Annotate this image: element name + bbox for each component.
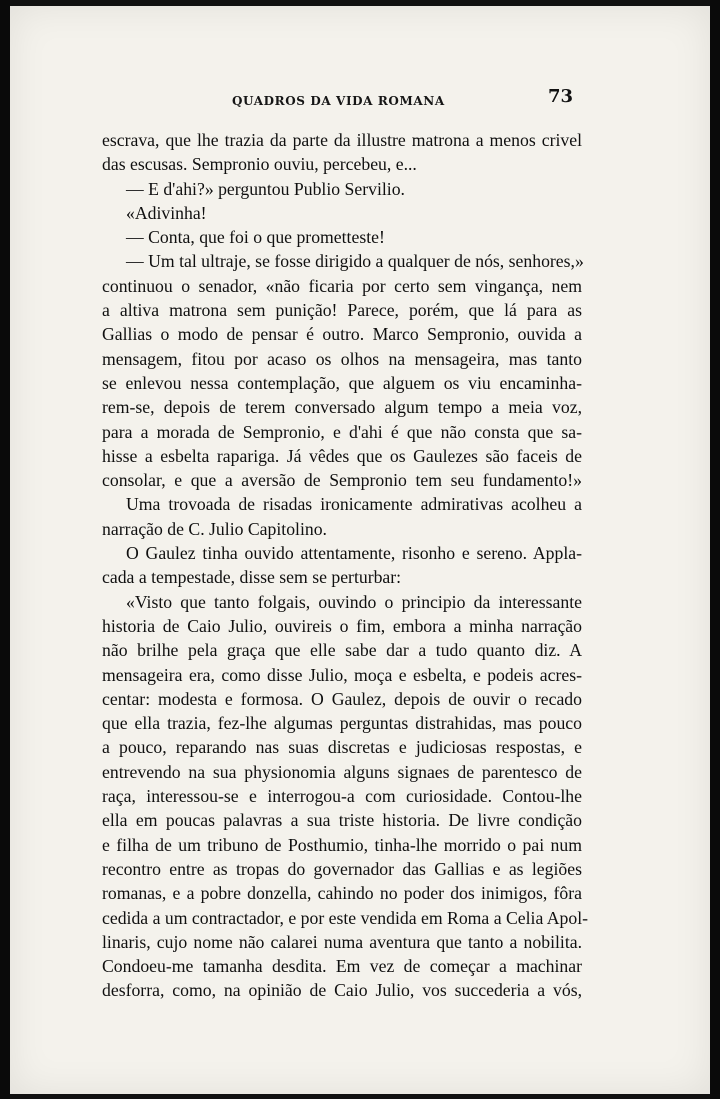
text-line: para a morada de Sempronio, e d'ahi é que não consta que sa- bbox=[102, 421, 582, 442]
page-header bbox=[10, 86, 710, 110]
text-line: — Um tal ultraje, se fosse dirigido a qualquer de nós, senhores,» bbox=[126, 251, 584, 272]
text-line: cedida a um contractador, e por este vendida em Roma a Celia Apol- bbox=[102, 907, 589, 928]
text-line: continuou o senador, «não ficaria por certo sem vingança, nem bbox=[102, 275, 582, 296]
text-line: raça, interessou-se e interrogou-a com curiosidade. Contou-lhe bbox=[102, 786, 582, 807]
running-title: QUADROS DA VIDA ROMANA bbox=[232, 94, 445, 108]
page-body bbox=[102, 128, 589, 1003]
text-line: que ella trazia, fez-lhe algumas perguntas distrahidas, mas pouco bbox=[102, 713, 582, 734]
text-line: hisse a esbelta rapariga. Já vêdes que os Gaulezes são faceis de bbox=[102, 445, 582, 466]
text-line: entrevendo na sua physionomia alguns signaes de parentesco de bbox=[102, 761, 582, 782]
text-line: escrava, que lhe trazia da parte da illustre matrona a menos crivel bbox=[102, 130, 582, 150]
text-line: — Conta, que foi o que prometteste! bbox=[126, 227, 385, 248]
text-line: ella em poucas palavras a sua triste historia. De livre condição bbox=[102, 810, 582, 831]
text-line: linaris, cujo nome não calarei numa aventura que tanto a nobilita. bbox=[102, 931, 582, 952]
text-line: Gallias o modo de pensar é outro. Marco Sempronio, ouvida a bbox=[102, 324, 582, 345]
text-line: mensageira era, como disse Julio, moça e esbelta, e podeis acres- bbox=[102, 664, 582, 685]
text-line: mensagem, fitou por acaso os olhos na mensageira, mas tanto bbox=[102, 348, 582, 369]
text-line: a altiva matrona sem punição! Parece, porém, que lá para as bbox=[102, 300, 582, 321]
book-page bbox=[10, 6, 710, 1094]
text-line: Uma trovoada de risadas ironicamente admirativas acolheu a bbox=[126, 494, 582, 515]
text-line: Condoeu-me tamanha desdita. Em vez de começar a machinar bbox=[102, 956, 582, 977]
scan-edge-left bbox=[0, 0, 10, 1099]
text-line: não brilhe pela graça que elle sabe dar a tudo quanto diz. A bbox=[102, 640, 582, 661]
text-line: centar: modesta e formosa. O Gaulez, depois de ouvir o recado bbox=[102, 688, 582, 709]
text-line: «Adivinha! bbox=[126, 202, 207, 223]
scan-edge-right bbox=[710, 0, 720, 1099]
text-line: rem-se, depois de terem conversado algum tempo a meia voz, bbox=[102, 397, 582, 418]
text-line: historia de Caio Julio, ouvireis o fim, embora a minha narração bbox=[102, 615, 582, 636]
text-line: cada a tempestade, disse sem se perturbar: bbox=[102, 567, 402, 588]
text-line: — E d'ahi?» perguntou Publio Servilio. bbox=[126, 178, 405, 199]
text-line: das escusas. Sempronio ouviu, percebeu, e... bbox=[102, 154, 417, 175]
text-line: «Visto que tanto folgais, ouvindo o principio da interessante bbox=[126, 591, 582, 612]
text-line: romanas, e a pobre donzella, cahindo no poder dos inimigos, fôra bbox=[102, 883, 582, 904]
text-line: e filha de um tribuno de Posthumio, tinha-lhe morrido o pai num bbox=[102, 834, 582, 855]
text-line: se enlevou nessa contemplação, que alguem os viu encaminha- bbox=[102, 372, 582, 393]
text-line: narração de C. Julio Capitolino. bbox=[102, 518, 327, 539]
page-number: 73 bbox=[548, 86, 574, 107]
text-line: consolar, e que a aversão de Sempronio tem seu fundamento!» bbox=[102, 470, 582, 491]
text-line: recontro entre as tropas do governador das Gallias e as legiões bbox=[102, 858, 582, 879]
text-line: a pouco, reparando nas suas discretas e judiciosas respostas, e bbox=[102, 737, 582, 758]
text-line: desforra, como, na opinião de Caio Julio, vos succederia a vós, bbox=[102, 980, 582, 1001]
text-line: O Gaulez tinha ouvido attentamente, risonho e sereno. Appla- bbox=[126, 543, 582, 564]
